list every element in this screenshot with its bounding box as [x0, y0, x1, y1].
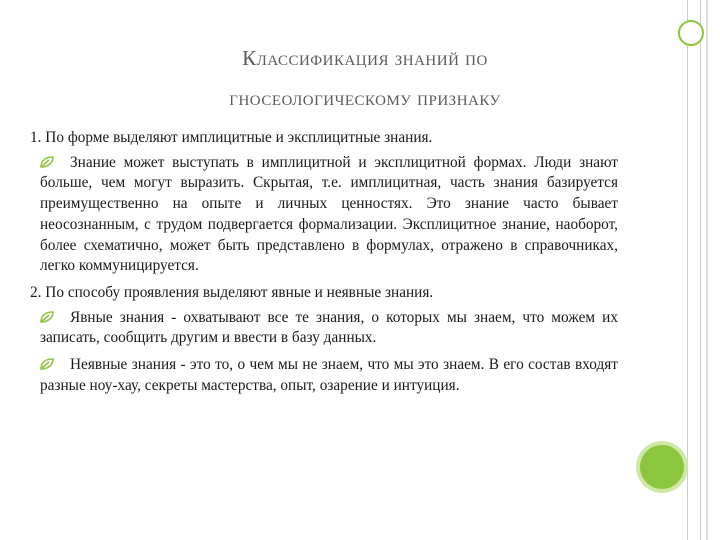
- bullet-item-text: Явные знания - охватывают все те знания, о которых мы знаем, что можем их записать, сообщить другим и ввести в базу данных.: [40, 308, 618, 347]
- decorative-circle-outline: [678, 20, 704, 46]
- slide-content: [30, 128, 618, 402]
- slide-title-line-1: Классификация знаний по: [242, 46, 488, 70]
- leaf-bullet-icon: [40, 156, 54, 168]
- frame-line: [687, 0, 688, 540]
- bullet-item: [30, 308, 618, 349]
- bullet-item: [30, 355, 618, 396]
- bullet-item: [30, 153, 618, 277]
- bullet-item-text: Неявные знания - это то, о чем мы не знаем, что мы это знаем. В его состав входят разные ноу-хау, секреты мастерства, опыт, озарение и интуиция.: [40, 356, 618, 394]
- slide-title: [60, 38, 670, 118]
- bullet-item-text: Знание может выступать в имплицитной и эксплицитной формах. Люди знают больше, чем могут выразить. Скрытая, т.е. имплицитная, часть знания базируется преимущественно на опыте и личных ценностях. Это знание часто бывает неосознанным, с трудом подвергается формализации. Эксплицитное знание, наоборот, более схематично, может быть представлено в формулах, отражено в справочниках, легко коммуницируется.: [40, 153, 618, 275]
- slide-title-line-2: гносеологическому признаку: [229, 86, 501, 110]
- leaf-bullet-icon: [40, 311, 54, 323]
- numbered-item-2: 2. По способу проявления выделяют явные и неявные знания.: [30, 283, 434, 301]
- frame-line: [700, 0, 701, 540]
- leaf-bullet-icon: [40, 358, 54, 370]
- decorative-circle-filled: [640, 445, 684, 489]
- frame-line: [706, 0, 708, 540]
- numbered-item-1: 1. По форме выделяют имплицитные и эксплицитные знания.: [30, 129, 433, 146]
